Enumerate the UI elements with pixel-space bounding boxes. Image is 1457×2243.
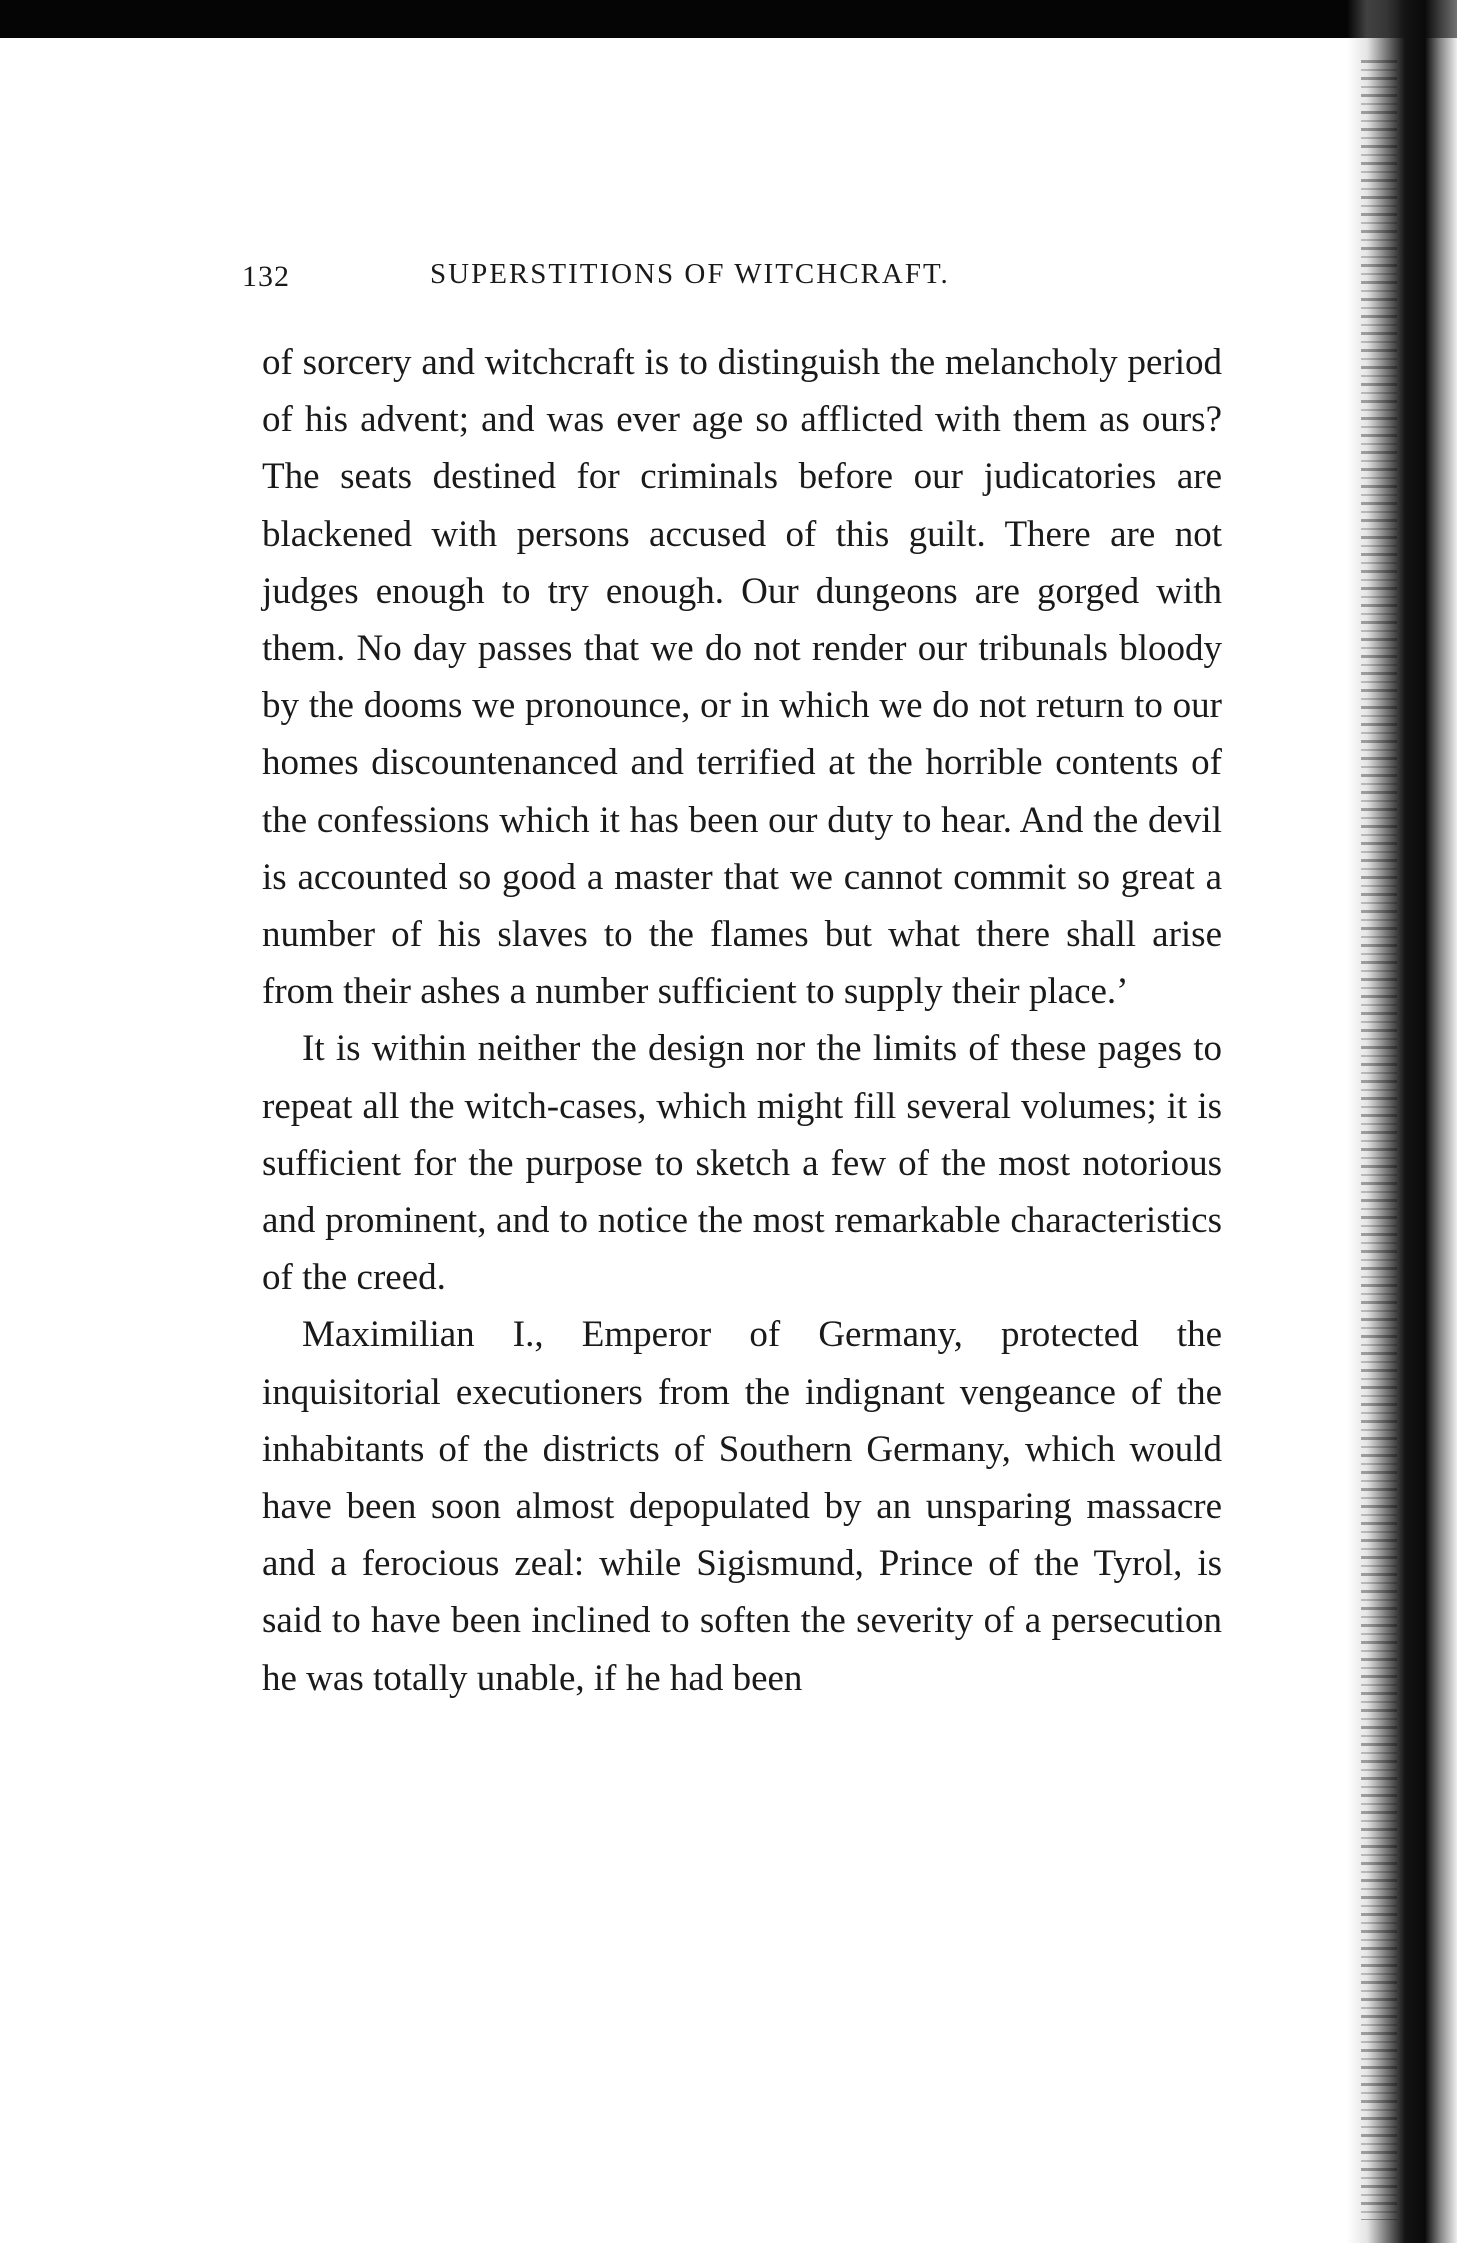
page-header [242, 250, 1222, 306]
page-number: 132 [242, 260, 290, 293]
scan-top-border [0, 0, 1457, 38]
paragraph-3: Maximilian I., Emperor of Germany, protected the inquisitorial executioners from the indignant vengeance of the inhabitants of the districts of Southern Germany, which would have been soon almost depopulated by an unsparing massacre and a ferocious zeal: while Sigismund, Prince of the Tyrol, is said to have been inclined to soften the severity of a persecution he was totally unable, if he had been [262, 1314, 1222, 1699]
book-page [242, 250, 1222, 1707]
running-head: SUPERSTITIONS OF WITCHCRAFT. [430, 258, 950, 290]
scan-edge-speckle [1361, 60, 1397, 2220]
paragraph-2: It is within neither the design nor the limits of these pages to repeat all the witch-cases, which might fill several volumes; it is sufficient for the purpose to sketch a few of the most notorious and prominent, and to notice the most remarkable characteristics of the creed. [262, 1028, 1222, 1299]
body-text [262, 334, 1222, 1707]
paragraph-1: of sorcery and witchcraft is to distinguish the melancholy period of his advent; and was ever age so afflicted with them as ours? The seats destined for criminals before our judicatories are blackened with persons accused of this guilt. There are not judges enough to try enough. Our dungeons are gorged with them. No day passes that we do not render our tribunals bloody by the dooms we pronounce, or in which we do not return to our homes discountenanced and terrified at the horrible contents of the confessions which it has been our duty to hear. And the devil is accounted so good a master that we cannot commit so great a number of his slaves to the flames but what there shall arise from their ashes a number sufficient to supply their place.’ [262, 342, 1222, 1013]
